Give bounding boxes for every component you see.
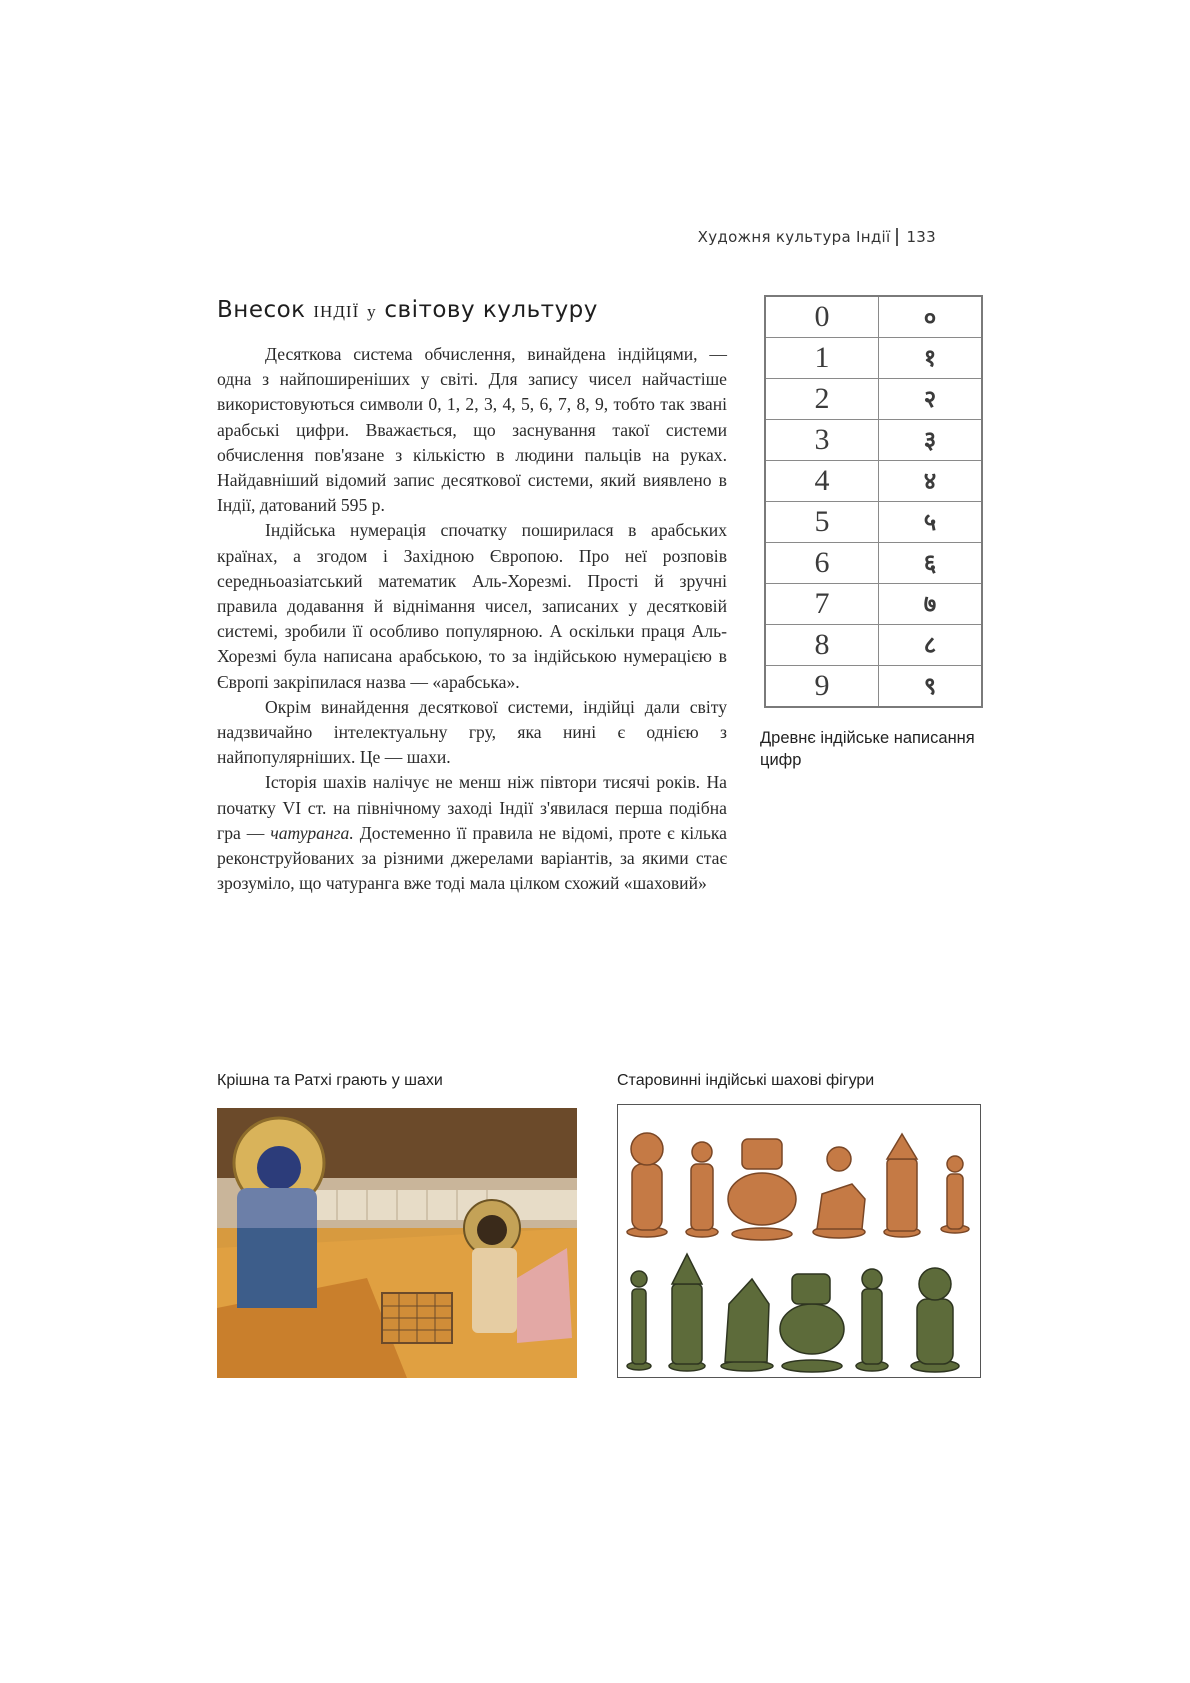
digits-caption: Древнє індійське написання цифр xyxy=(760,729,975,769)
paragraph-4-start: Історія шахів налічує не менш ніж півтори тисячі років. На початку VI ст. на північному заході Індії з'явилася перша подібна гра — xyxy=(217,772,727,843)
arabic-digit: 5 xyxy=(765,501,879,542)
paragraph-1: Десяткова система обчислення, винайдена індійцями, — одна з найпоширеніших у світі. Для запису чисел найчастіше використовуються символи 0, 1, 2, 3, 4, 5, 6, 7, 8, 9, тобто так звані арабські цифри. Вважається, що заснування такої системи обчислення пов'язане з кількістю в людини пальців на руках. Найдавніший відомий запис десяткової системи, який виявлено в Індії, датований 595 р. xyxy=(217,344,727,516)
section-title xyxy=(217,297,598,323)
body-text xyxy=(217,342,727,896)
indian-digit: ८ xyxy=(879,624,983,665)
digit-row xyxy=(765,624,982,665)
arabic-digit: 4 xyxy=(765,460,879,501)
indian-digit: १ xyxy=(879,338,983,379)
arabic-digit: 9 xyxy=(765,665,879,707)
indian-digit: ० xyxy=(879,296,983,338)
arabic-digit: 3 xyxy=(765,419,879,460)
indian-digit: ३ xyxy=(879,419,983,460)
digit-row xyxy=(765,378,982,419)
arabic-digit: 2 xyxy=(765,378,879,419)
digits-table xyxy=(764,295,983,708)
paragraph-2: Індійська нумерація спочатку поширилася в арабських країнах, а згодом і Західною Європою. Про неї розповів середньоазіатський математик Аль-Хорезмі. Прості й зручні правила додавання й віднімання чисел, записаних у десятковій системі, зробили її особливо популярною. А оскільки праця Аль-Хорезмі була написана арабською, то за індійською нумерацією в Європі закріпилася назва — «арабська». xyxy=(217,520,727,692)
title-word-2: ІНДІЇ xyxy=(313,302,360,321)
indian-digit: ६ xyxy=(879,542,983,583)
chaturanga-term: чатуранга. xyxy=(270,822,354,843)
indian-digit: ९ xyxy=(879,665,983,707)
digit-row xyxy=(765,296,982,338)
indian-digit: ४ xyxy=(879,460,983,501)
arabic-digit: 6 xyxy=(765,542,879,583)
digit-row xyxy=(765,665,982,707)
header-divider xyxy=(896,228,898,246)
digit-row xyxy=(765,419,982,460)
title-word-4: світову культуру xyxy=(384,297,598,323)
page-number: 133 xyxy=(906,228,936,246)
running-head xyxy=(690,228,936,246)
running-title: Художня культура Індії xyxy=(697,228,891,246)
arabic-digit: 8 xyxy=(765,624,879,665)
digit-row xyxy=(765,460,982,501)
krishna-radha-painting xyxy=(217,1108,577,1378)
digit-row xyxy=(765,542,982,583)
title-word-3: у xyxy=(367,302,377,321)
digit-row xyxy=(765,338,982,379)
indian-digit: २ xyxy=(879,378,983,419)
paragraph-4 xyxy=(217,770,727,896)
indian-digit: ५ xyxy=(879,501,983,542)
paragraph-3: Окрім винайдення десяткової системи, індійці дали світу надзвичайно інтелектуальну гру, яка нині є однією з найпопулярніших. Це — шахи. xyxy=(217,696,727,768)
digit-row xyxy=(765,501,982,542)
title-word-1: Внесок xyxy=(217,297,306,323)
indian-digit: ७ xyxy=(879,583,983,624)
chess-pieces-photo xyxy=(617,1104,981,1378)
paragraph-4-end: Достеменно її правила не відомі, проте є кілька реконструйованих за різними джерелами варіантів, за якими стає зрозуміло, що чатуранга вже тоді мала цілком схожий «шаховий» xyxy=(217,822,727,894)
digit-row xyxy=(765,583,982,624)
chess-pieces-caption: Старовинні індійські шахові фігури xyxy=(617,1072,875,1089)
arabic-digit: 0 xyxy=(765,296,879,338)
arabic-digit: 1 xyxy=(765,338,879,379)
arabic-digit: 7 xyxy=(765,583,879,624)
painting-caption: Крішна та Ратхі грають у шахи xyxy=(217,1072,443,1089)
